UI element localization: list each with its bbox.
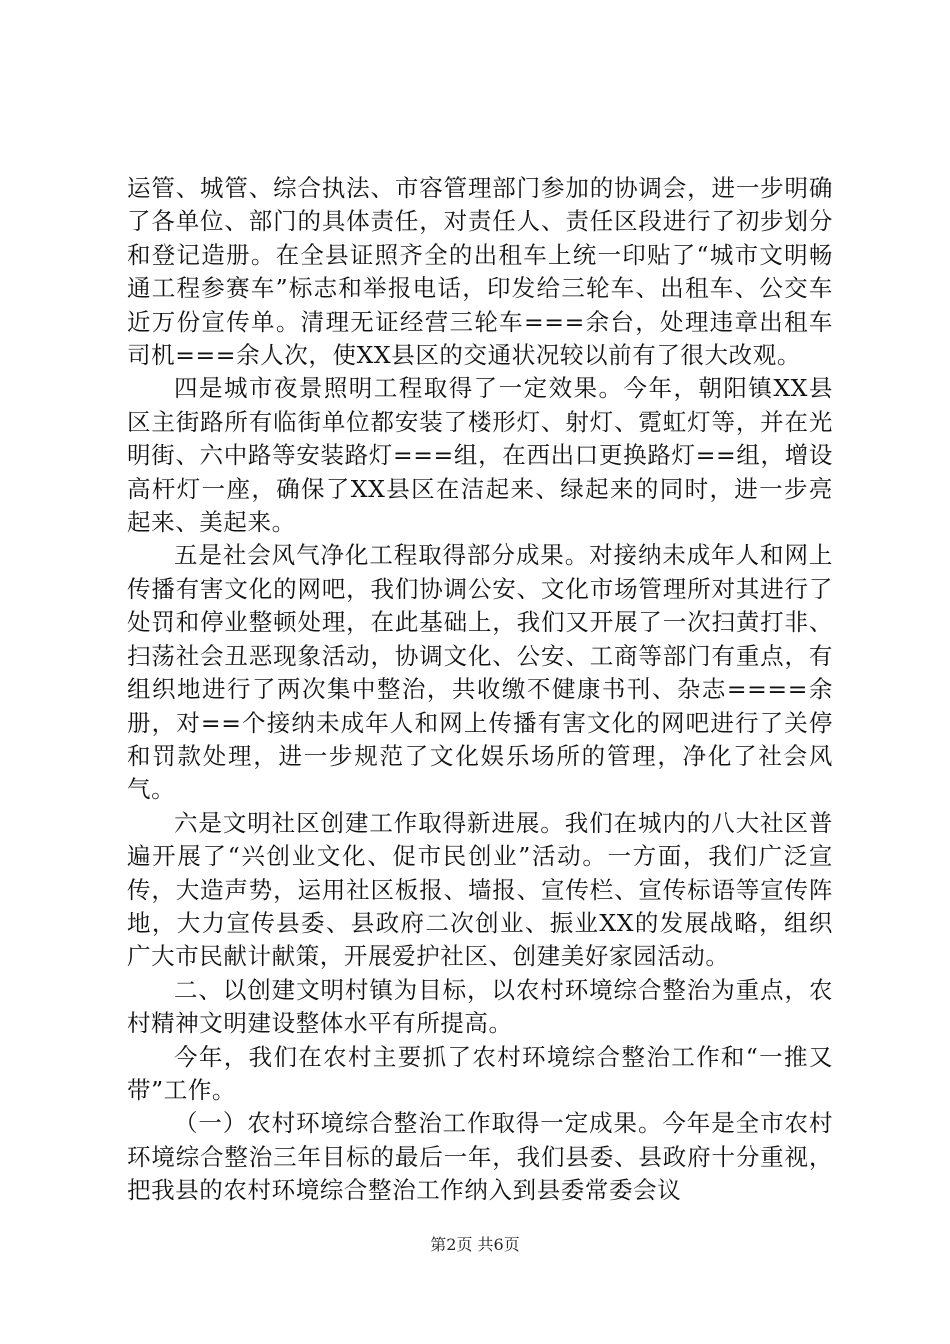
paragraph-1: 运管、城管、综合执法、市容管理部门参加的协调会，进一步明确了各单位、部门的具体责任，对责任人、责任区段进行了初步划分和登记造册。在全县证照齐全的出租车上统一印贴了“城市文明畅通工程参赛车”标志和举报电话，印发给三轮车、出租车、公交车近万份宣传单。清理无证经营三轮车===余台，处理违章出租车司机===余人次，使XX县区的交通状况较以前有了很大改观。 <box>127 174 833 370</box>
document-body <box>127 172 833 1208</box>
paragraph-7: （一）农村环境综合整治工作取得一定成果。今年是全市农村环境综合整治三年目标的最后一年，我们县委、县政府十分重视，把我县的农村环境综合整治工作纳入到县委常委会议 <box>127 1109 833 1205</box>
paragraph-6: 今年，我们在农村主要抓了农村环境综合整治工作和“一推又带”工作。 <box>127 1042 833 1104</box>
page-number-label: 第2页 共6页 <box>430 1235 520 1254</box>
paragraph-2: 四是城市夜景照明工程取得了一定效果。今年，朝阳镇XX县区主街路所有临街单位都安装了楼形灯、射灯、霓虹灯等，并在光明街、六中路等安装路灯===组，在西出口更换路灯==组，增设高杆灯一座，确保了XX县区在洁起来、绿起来的同时，进一步亮起来、美起来。 <box>127 374 833 537</box>
page-footer <box>0 1235 950 1255</box>
paragraph-5: 二、以创建文明村镇为目标，以农村环境综合整治为重点，农村精神文明建设整体水平有所提高。 <box>127 975 833 1038</box>
paragraph-3: 五是社会风气净化工程取得部分成果。对接纳未成年人和网上传播有害文化的网吧，我们协调公安、文化市场管理所对其进行了处罚和停业整顿处理，在此基础上，我们又开展了一次扫黄打非、扫荡社会丑恶现象活动，协调文化、公安、工商等部门有重点，有组织地进行了两次集中整治，共收缴不健康书刊、杂志====余册，对==个接纳未成年人和网上传播有害文化的网吧进行了关停和罚款处理，进一步规范了文化娱乐场所的管理，净化了社会风气。 <box>127 541 833 804</box>
paragraph-4: 六是文明社区创建工作取得新进展。我们在城内的八大社区普遍开展了“兴创业文化、促市民创业”活动。一方面，我们广泛宣传，大造声势，运用社区板报、墙报、宣传栏、宣传标语等宣传阵地，大力宣传县委、县政府二次创业、振业XX的发展战略，组织广大市民献计献策，开展爱护社区、创建美好家园活动。 <box>127 808 833 971</box>
